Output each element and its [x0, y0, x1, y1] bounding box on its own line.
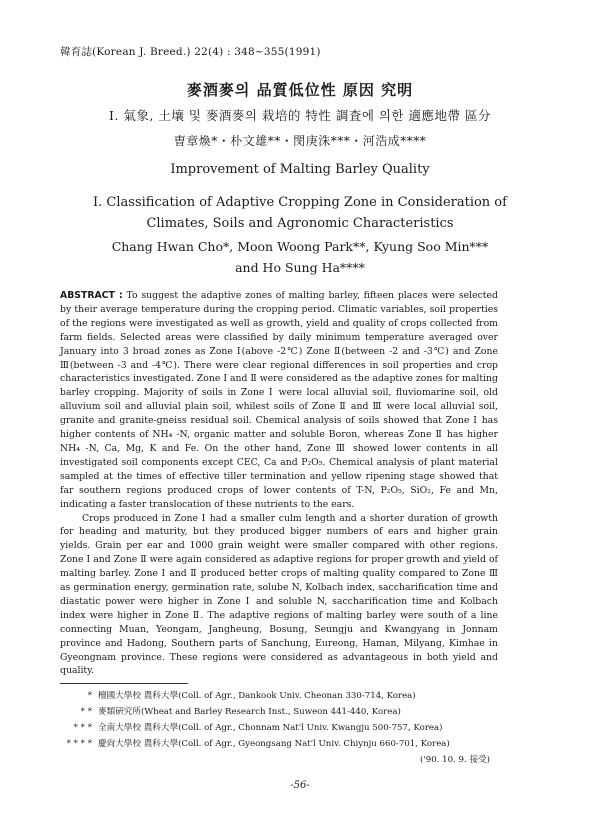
authors-korean: 曺章煥*・朴文雄**・閔庚洙***・河浩成****: [173, 134, 427, 148]
footnote-mark: * * *: [73, 723, 92, 733]
title-korean: 麥酒麥의 品質低位性 原因 究明: [186, 81, 414, 99]
footnote: [40, 704, 500, 720]
footnote-text: 麥類硏究所(Wheat and Barley Research Inst., Suweon 441-440, Korea): [98, 707, 401, 717]
abstract-text: To suggest the adaptive zones of malting barley, fifteen places were selected by their average temperature during the cropping period. Climatic variables, soil properties of the regions were investigated as well as growth, yield and quality of crops collected from farm fields. Selected areas were classified by daily minimum temperature averaged over January into 3 broad zones as Zone Ⅰ(above -2℃) Zone Ⅱ(between -2 and -3℃) and Zone Ⅲ(between -3 and -4℃). There were clear regional differences in soil properties and crop characteristics investigated. Zone Ⅰ and Ⅱ were considered as the adaptive zones for malting barley cropping. Majority of soils in Zone Ⅰ were local alluvial soil, fluviomarine soil, old alluvium soil and alluvial plain soil, whilest soils of Zone Ⅱ and Ⅲ were local alluvial soil, granite and granite-gneiss residual soil. Chemical analysis of soils showed that Zone Ⅰ has higher contents of NH₄ -N, organic matter and soluble Boron, whereas Zone Ⅱ has higher NH₄ -N, Ca, Mg, K and Fe. On the other hand, Zone Ⅲ showed lower contents in all investigated soil components except CEC, Ca and P₂O₅. Chemical analysis of plant material sampled at the times of effective tiller termination and yellow ripening stage showed that far southern regions produced crops of lower contents of T-N, P₂O₅, SiO₂, Fe and Mn, indicating a faster translocation of these nutrients to the ears.: [60, 290, 498, 510]
abstract-label: ABSTRACT :: [60, 290, 123, 301]
footnotes: [40, 688, 500, 768]
page-number: -56-: [290, 780, 310, 791]
footnote-text: 檀國大學校 農科大學(Coll. of Agr., Dankook Univ. Cheonan 330-714, Korea): [98, 691, 416, 701]
authors-english: [0, 236, 600, 278]
footnote: [40, 720, 500, 736]
footnote: [40, 688, 500, 704]
received-date: ('90. 10. 9. 接受): [420, 755, 490, 765]
abstract: [60, 289, 498, 678]
abstract-paragraph: Crops produced in Zone Ⅰ had a smaller culm length and a shorter duration of growth for heading and maturity, but they produced bigger numbers of ears and higher grain yields. Grain per ear and 1000 grain weight were smaller compared with other regions. Zone Ⅰ and Zone Ⅱ were again considered as adaptive regions for proper growth and yield of malting barley. Zone Ⅰ and Ⅱ produced better crops of malting quality compared to Zone Ⅲ as germination energy, germination rate, solube N, Kolbach index, saccharification time and diastatic power were higher in Zone Ⅰ and soluble N, saccharification time and Kolbach index were higher in Zone Ⅱ. The adaptive regions of malting barley were south of a line connecting Muan, Yeongam, Jangheung, Bosung, Seungju and Kwangyang in Jonnam province and Hadong, Southern parts of Sanchung, Eureong, Haman, Milyang, Kimhae in Gyeongnam province. These regions were considered as advantageous in both yield and quality.: [60, 512, 498, 677]
footnote-mark: * *: [80, 707, 92, 717]
authors-english-line: and Ho Sung Ha****: [235, 260, 365, 275]
title-english: Improvement of Malting Barley Quality: [170, 162, 430, 177]
footnote-text: 全南大學校 農科大學(Coll. of Agr., Chonnam Nat'l Univ. Kwangju 500-757, Korea): [98, 723, 443, 733]
subtitle-english-line: Ⅰ. Classification of Adaptive Cropping Zone in Consideration of: [93, 195, 507, 210]
footnote-divider: [60, 683, 188, 684]
abstract-paragraph: [60, 289, 498, 512]
subtitle-korean: Ⅰ. 氣象, 土壤 및 麥酒麥의 栽培的 特性 調査에 의한 適應地帶 區分: [109, 108, 491, 123]
footnote-mark: *: [87, 691, 92, 701]
subtitle-english-line: Climates, Soils and Agronomic Characteristics: [146, 216, 454, 231]
footnote-text: 慶尙大學校 農科大學(Coll. of Agr., Gyeongsang Nat'l Univ. Chiynju 660-701, Korea): [98, 739, 450, 749]
authors-english-line: Chang Hwan Cho*, Moon Woong Park**, Kyung Soo Min***: [111, 239, 489, 254]
subtitle-english: [0, 192, 600, 234]
footnote: [40, 736, 500, 752]
footnote-mark: * * * *: [66, 739, 92, 749]
journal-header: 韓育誌(Korean J. Breed.) 22(4) : 348~355(1991): [60, 46, 321, 58]
